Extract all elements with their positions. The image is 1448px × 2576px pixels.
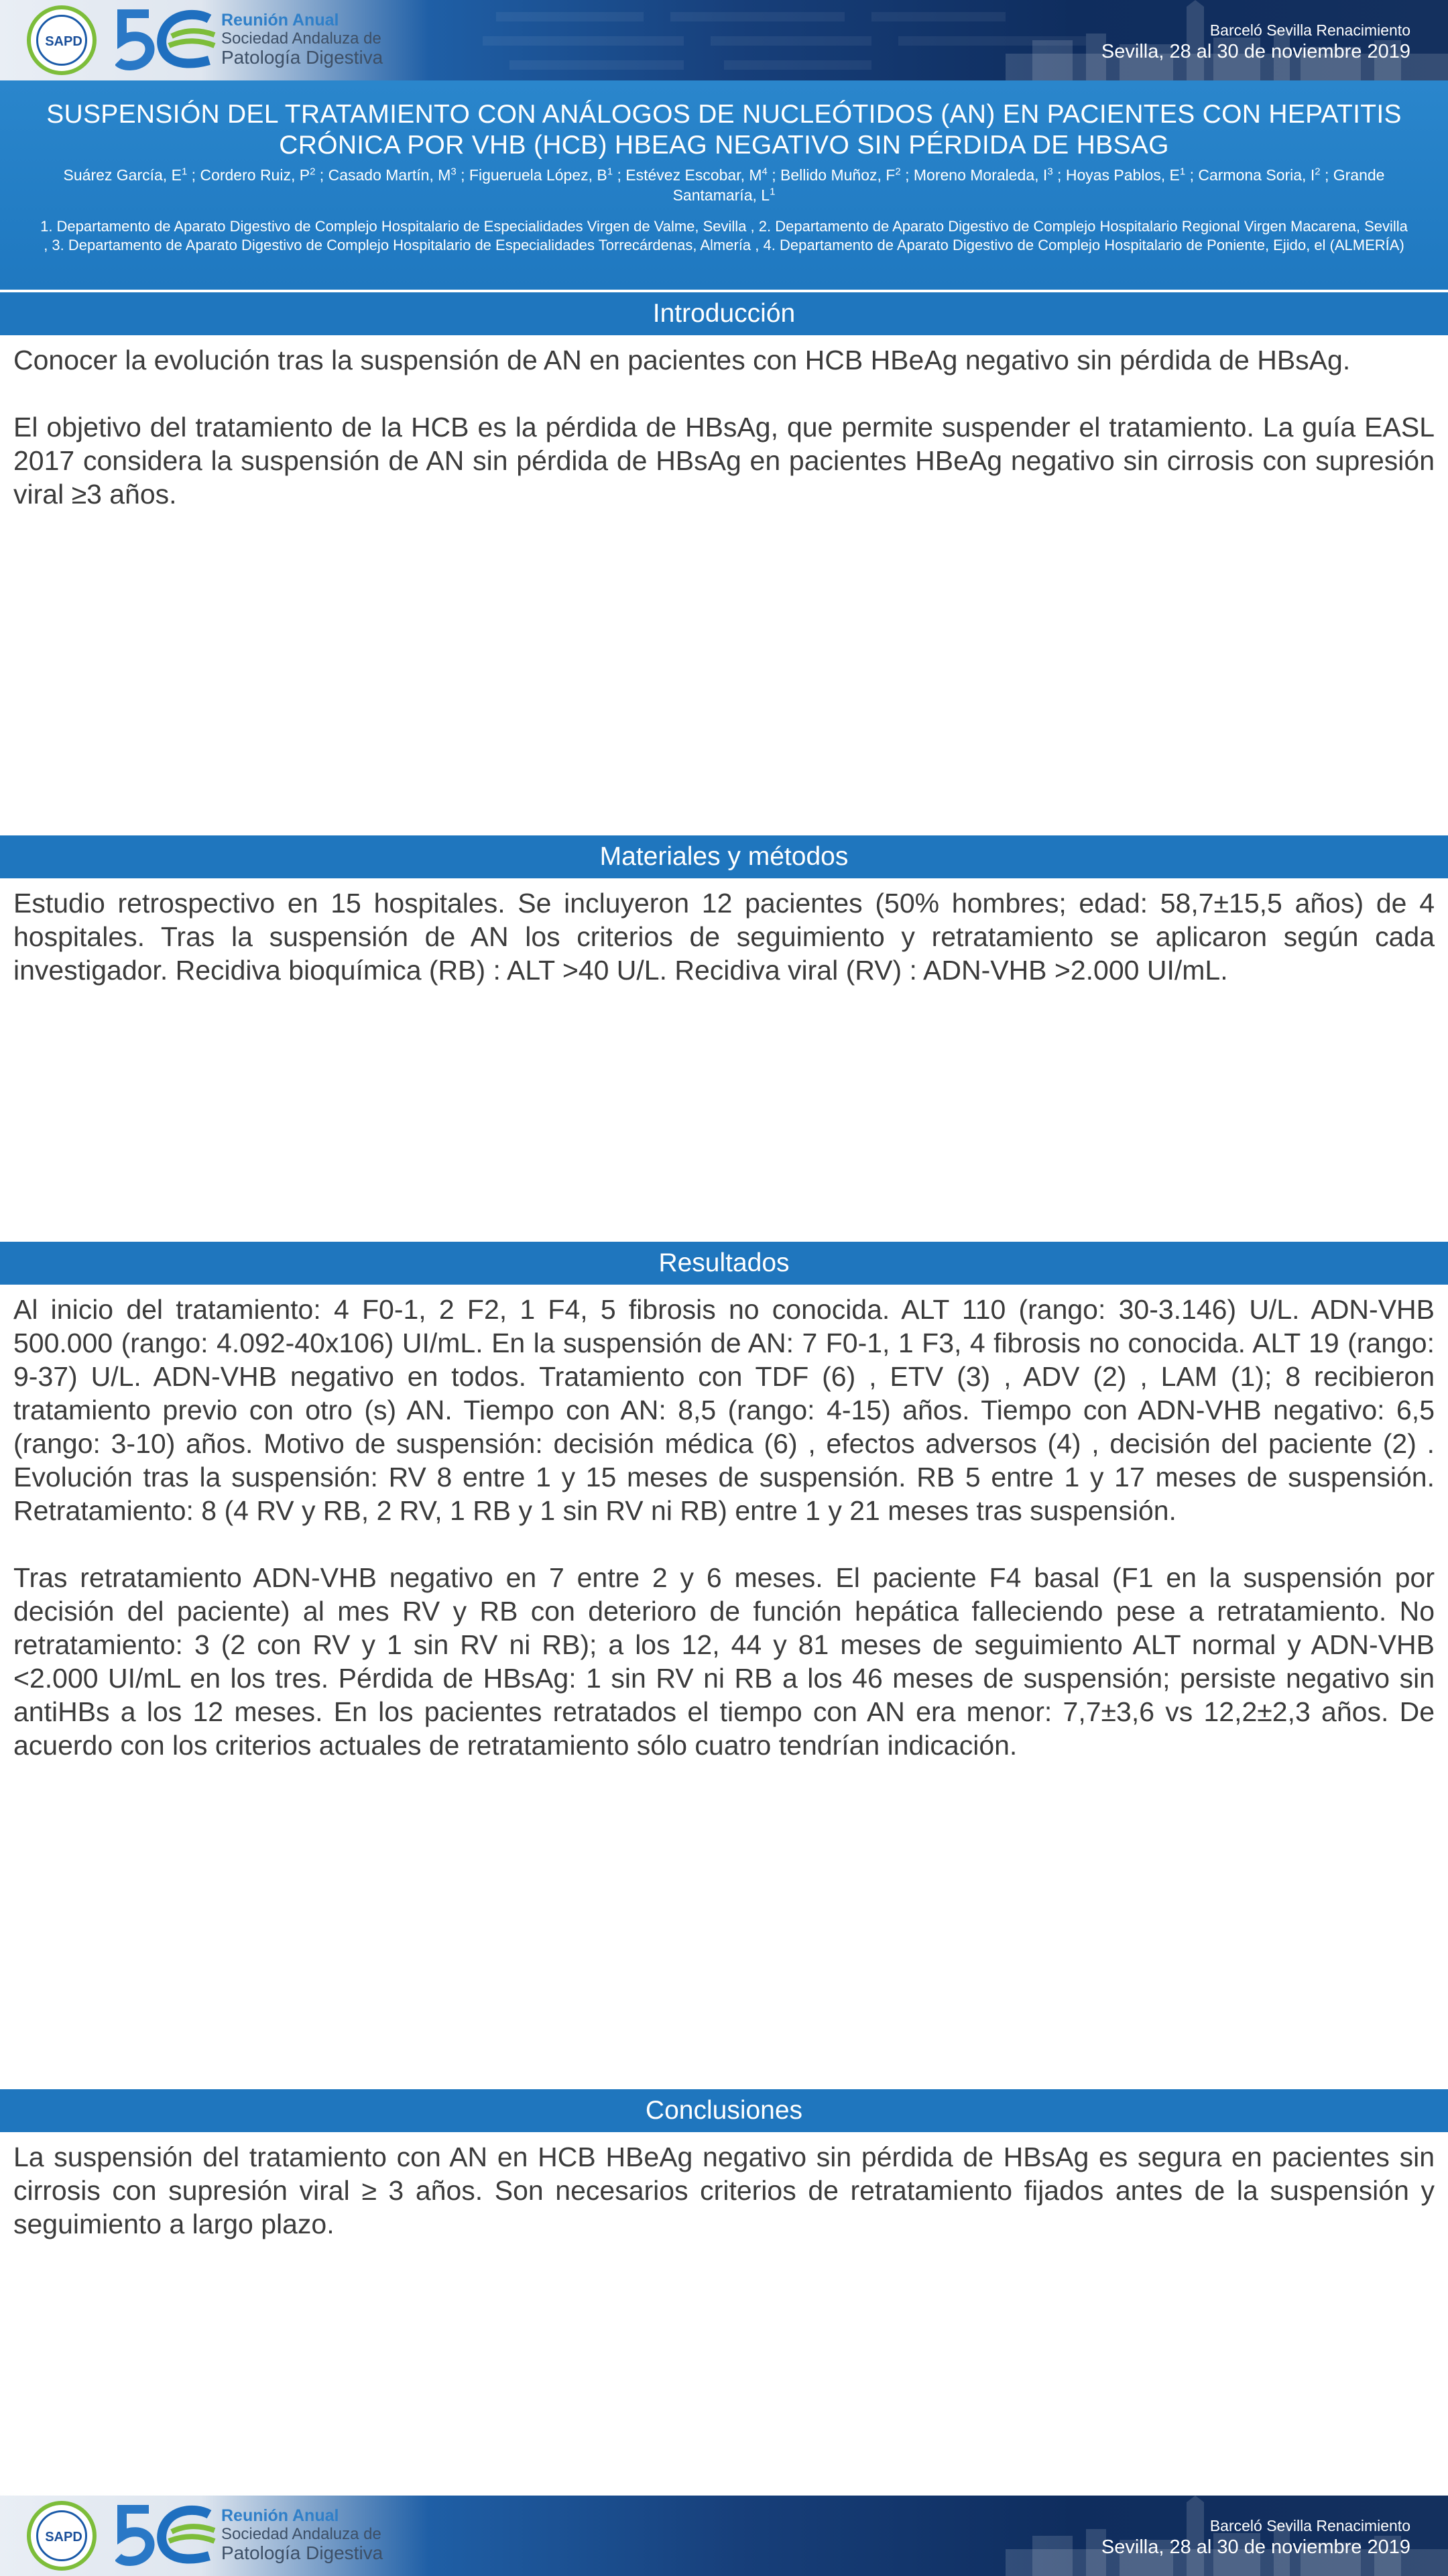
section-heading-materiales-metodos: Materiales y métodos xyxy=(0,835,1448,878)
author-affiliation-number: 4 xyxy=(762,166,768,178)
event-venue xyxy=(1101,20,1410,63)
author-affiliation-number: 2 xyxy=(1315,166,1321,178)
author-affiliation-number: 1 xyxy=(607,166,613,178)
section-heading-resultados: Resultados xyxy=(0,1242,1448,1285)
footer-banner xyxy=(0,2496,1448,2576)
author-affiliation-number: 2 xyxy=(895,166,901,178)
author-name: Grande Santamaría, L xyxy=(672,166,1385,204)
title-block xyxy=(0,80,1448,290)
intro-paragraph-2: El objetivo del tratamiento de la HCB es la pérdida de HBsAg, que permite suspender el tratamiento. La guía EASL 2017 considera la suspensión de AN sin pérdida de HBsAg en pacientes HBeAg negativo sin cirrosis con supresión viral ≥3 años. xyxy=(13,412,1435,510)
author-name: Cordero Ruiz, P xyxy=(200,166,310,184)
author-name: Suárez García, E xyxy=(63,166,182,184)
event-venue xyxy=(1101,2516,1410,2559)
section-body-resultados xyxy=(13,1293,1435,1762)
sapd-logo xyxy=(27,5,97,75)
venue-name: Barceló Sevilla Renacimiento xyxy=(1209,21,1410,39)
section-body-materiales-metodos xyxy=(13,886,1435,987)
brand-line-1: Reunión Anual xyxy=(221,11,339,30)
section-body-introduccion xyxy=(13,343,1435,511)
author-affiliation-number: 1 xyxy=(1179,166,1186,178)
conclusions-paragraph-1: La suspensión del tratamiento con AN en HCB HBeAg negativo sin pérdida de HBsAg es segura en pacientes sin cirrosis con supresión viral ≥ 3 años. Son necesarios criterios de retratamiento fijados antes de la suspensión y seguimiento a largo plazo. xyxy=(13,2142,1435,2239)
author-name: Figueruela López, B xyxy=(469,166,607,184)
header-banner xyxy=(0,0,1448,80)
section-body-conclusiones xyxy=(13,2140,1435,2241)
author-affiliation-number: 3 xyxy=(1047,166,1053,178)
intro-paragraph-1: Conocer la evolución tras la suspensión de AN en pacientes con HCB HBeAg negativo sin pérdida de HBsAg. xyxy=(13,345,1351,375)
brand-line-3: Patología Digestiva xyxy=(221,2542,383,2563)
society-brand xyxy=(221,2506,396,2563)
author-name: Hoyas Pablos, E xyxy=(1065,166,1180,184)
author-affiliation-number: 2 xyxy=(310,166,316,178)
event-dates: Sevilla, 28 al 30 de noviembre 2019 xyxy=(1101,41,1410,62)
author-affiliation-number: 1 xyxy=(770,186,776,198)
author-affiliation-number: 3 xyxy=(450,166,457,178)
brand-line-3: Patología Digestiva xyxy=(221,47,383,68)
author-name: Bellido Muñoz, F xyxy=(780,166,896,184)
section-heading-conclusiones: Conclusiones xyxy=(0,2089,1448,2132)
affiliations: 1. Departamento de Aparato Digestivo de Complejo Hospitalario de Especialidades Virgen de Valme, Sevilla , 2. Departamento de Aparato Digestivo de Complejo Hospitalario Regional Virgen Macarena, Sevilla , 3. Departamento de Aparato Digestivo de Complejo Hospitalario de Especialidades Torrecárdenas, Almería , 4. Departamento de Aparato Digestivo de Complejo Hospitalario de Poniente, Ejido, el (ALMERÍA) xyxy=(40,218,1408,253)
poster-title: SUSPENSIÓN DEL TRATAMIENTO CON ANÁLOGOS DE NUCLEÓTIDOS (AN) EN PACIENTES CON HEPATITIS CRÓNICA POR VHB (HCB) HBEAG NEGATIVO SIN PÉRDIDA DE HBSAG xyxy=(46,100,1402,160)
event-dates: Sevilla, 28 al 30 de noviembre 2019 xyxy=(1101,2536,1410,2558)
author-name: Estévez Escobar, M xyxy=(625,166,762,184)
section-heading-introduccion: Introducción xyxy=(0,292,1448,335)
venue-name: Barceló Sevilla Renacimiento xyxy=(1209,2517,1410,2534)
sapd-logo-text: SAPD xyxy=(45,34,82,49)
author-affiliation-number: 1 xyxy=(181,166,188,178)
author-name: Moreno Moraleda, I xyxy=(913,166,1048,184)
results-paragraph-2: Tras retratamiento ADN-VHB negativo en 7 entre 2 y 6 meses. El paciente F4 basal (F1 en la suspensión por decisión del paciente) al mes RV y RB con deterioro de función hepática falleciendo pese a retratamiento. No retratamiento: 3 (2 con RV y 1 sin RV ni RB); a los 12, 44 y 81 meses de seguimiento ALT normal y ADN-VHB <2.000 UI/mL en los tres. Pérdida de HBsAg: 1 sin RV ni RB a los 46 meses de suspensión; persiste negativo sin antiHBs a los 12 meses. En los pacientes retratados el tiempo con AN era menor: 7,7±3,6 vs 12,2±2,3 años. De acuerdo con los criterios actuales de retratamiento sólo cuatro tendrían indicación. xyxy=(13,1562,1435,1761)
fifty-anniversary-logo-icon xyxy=(115,2505,216,2567)
methods-paragraph-1: Estudio retrospectivo en 15 hospitales. Se incluyeron 12 pacientes (50% hombres; edad: 58,7±15,5 años) de 4 hospitales. Tras la suspensión de AN los criterios de seguimiento y retratamiento se aplicaron según cada investigador. Recidiva bioquímica (RB) : ALT >40 U/L. Recidiva viral (RV) : ADN-VHB >2.000 UI/mL. xyxy=(13,888,1435,986)
society-brand xyxy=(221,11,396,67)
brand-line-2: Sociedad Andaluza de xyxy=(221,2525,381,2543)
results-paragraph-1: Al inicio del tratamiento: 4 F0-1, 2 F2, 1 F4, 5 fibrosis no conocida. ALT 110 (rango: 30-3.146) U/L. ADN-VHB 500.000 (rango: 4.092-40x106) UI/mL. En la suspensión de AN: 7 F0-1, 1 F3, 4 fibrosis no conocida. ALT 19 (rango: 9-37) U/L. ADN-VHB negativo en todos. Tratamiento con TDF (6) , ETV (3) , ADV (2) , LAM (1); 8 recibieron tratamiento previo con otro (s) AN. Tiempo con AN: 8,5 (rango: 4-15) años. Tiempo con ADN-VHB negativo: 6,5 (rango: 3-10) años. Motivo de suspensión: decisión médica (6) , efectos adversos (4) , decisión del paciente (2) . Evolución tras la suspensión: RV 8 entre 1 y 15 meses de suspensión. RB 5 entre 1 y 17 meses de suspensión. Retratamiento: 8 (4 RV y RB, 2 RV, 1 RB y 1 sin RV ni RB) entre 1 y 21 meses tras suspensión. xyxy=(13,1294,1435,1526)
author-list: Suárez García, $E^1$ ; Cordero Ruiz, $P^2$ ; Casado Martín, $M^3$ ; Figueruela López, $B^1$ ; Estévez Escobar, $M^4$ ; Bellido Muñoz, $F^2$ ; Moreno Moraleda, $I^3$ ; Hoyas Pablos, $E^1$ ; Carmona Soria, $I^2$ ; Grande Santamaría, $L^1$ xyxy=(63,166,1385,204)
author-name: Carmona Soria, I xyxy=(1198,166,1315,184)
brand-line-2: Sociedad Andaluza de xyxy=(221,30,381,48)
author-name: Casado Martín, M xyxy=(328,166,451,184)
brand-line-1: Reunión Anual xyxy=(221,2506,339,2525)
sapd-logo-text: SAPD xyxy=(45,2530,82,2544)
fifty-anniversary-logo-icon xyxy=(115,9,216,71)
sapd-logo xyxy=(27,2501,97,2571)
